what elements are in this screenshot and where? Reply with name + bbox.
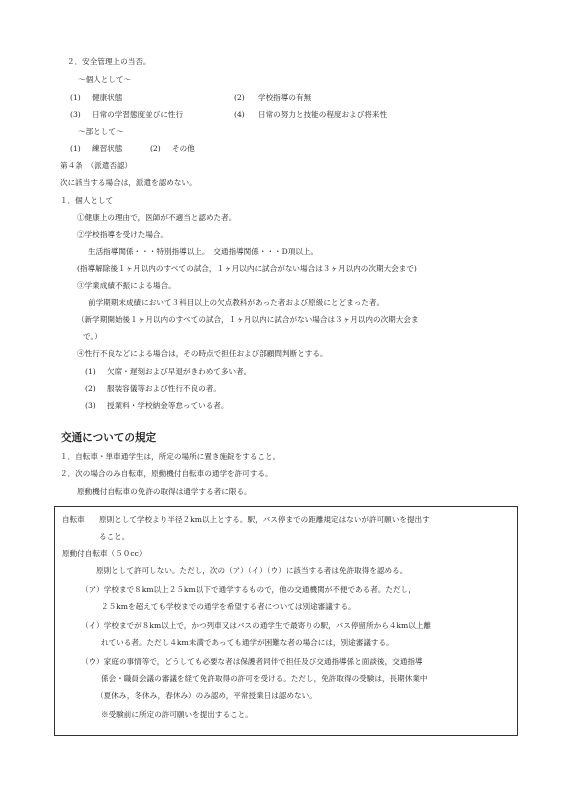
club-label: ～部として～ <box>78 127 124 136</box>
safety-item-4-num: (4) <box>234 110 245 119</box>
club-item-2-text: その他 <box>172 144 195 153</box>
moped-intro: 原則として許可しない。ただし，次の（ア）（イ）（ウ）に該当する者は免許取得を認める。 <box>96 566 408 575</box>
moped-label: 原動付自転車（５０cc） <box>62 549 147 558</box>
conduct-item-3-num: (3) <box>85 401 96 410</box>
article4-line: 生活指導関係・・・特別指導以上。 交通指導関係・・・D項以上。 <box>88 247 319 256</box>
club-item-2-num: (2) <box>150 144 161 153</box>
safety-item-3-num: (3) <box>70 110 81 119</box>
bicycle-label: 自転車 <box>62 515 85 524</box>
article4-line: で。） <box>83 332 102 341</box>
club-item-1-text: 練習状態 <box>92 144 123 153</box>
safety-item-3-text: 日常の学習態度並びに性行 <box>92 110 184 119</box>
article4-intro: 次に該当する場合は，派遣を認めない。 <box>60 178 197 187</box>
moped-condition-a: ２５kmを超えても学校までの通学を希望する者については別途審議する。 <box>101 602 356 611</box>
exam-note: ※受験前に所定の許可願いを提出すること。 <box>101 710 253 719</box>
conduct-item-3-text: 授業料・学校納金等怠っている者。 <box>107 401 229 410</box>
individual-label: ～個人として～ <box>78 75 132 84</box>
traffic-rule-1: １．自転車・単車通学生は，所定の場所に置き施錠をすること。 <box>60 452 281 461</box>
article4-line: ④性行不良などによる場合は，その時点で担任および部顧問判断とする。 <box>77 349 328 358</box>
moped-condition-u: 係会・職員会議の審議を経て免許取得の許可を受ける。ただし，免許取得の受験は，長期休業中 <box>101 674 428 683</box>
bicycle-text: 原則として学校より半径２km以上とする。駅，バス停までの距離規定はないが許可願いを提出す <box>99 515 430 524</box>
moped-condition-a: （ア）学校まで８km以上２５km以下で通学するもので，他の交通機関が不便である者。ただし， <box>81 585 416 594</box>
club-item-1-num: (1) <box>70 144 81 153</box>
traffic-heading: 交通についての規定 <box>61 432 157 444</box>
moped-condition-i: れている者。ただし４km未満であっても通学が困難な者の場合には，別途審議する。 <box>101 638 394 647</box>
conduct-item-2-text: 服装容儀等および性行不良の者。 <box>107 384 221 393</box>
safety-item-1-num: (1) <box>70 93 81 102</box>
article4-line: 前学期期末成績において３科目以上の欠点教科があった者および原級にとどまった者。 <box>88 298 385 307</box>
safety-item-1-text: 健康状態 <box>92 93 123 102</box>
conduct-item-1-text: 欠席・遅刻および早退がきわめて多い者。 <box>107 367 252 376</box>
article4-line: (指導解除後１ヶ月以内のすべての試合，１ヶ月以内に試合がない場合は３ヶ月以内の次期大会まで) <box>77 264 417 273</box>
moped-condition-u: （ウ）家庭の事情等で，どうしても必要な者は保護者同伴で担任及び交通指導係と面談後，交通指導 <box>81 657 423 666</box>
safety-item-4-text: 日常の努力と技能の程度および将来性 <box>258 110 388 119</box>
moped-condition-i: （イ）学校までが８km以上で，かつ列車又はバスの通学生で最寄りの駅，バス停留所から４km以上離 <box>81 621 431 630</box>
article4-sub1: １．個人として <box>60 196 114 205</box>
article4-line: ②学校指導を受けた場合。 <box>77 230 169 239</box>
article4-line: ①健康上の理由で，医師が不適当と認めた者。 <box>77 213 237 222</box>
traffic-rule-note: 原動機付自転車の免許の取得は通学する者に限る。 <box>77 487 252 496</box>
article4-line: （新学期開始後１ヶ月以内のすべての試合，１ヶ月以内に試合がない場合は３ヶ月以内の次期大会ま <box>77 315 419 324</box>
article4-title: 第４条 （派遣否認） <box>60 161 133 170</box>
conduct-item-2-num: (2) <box>85 384 96 393</box>
safety-item-2-text: 学校指導の有無 <box>258 93 312 102</box>
bicycle-text: ること。 <box>99 532 130 541</box>
safety-title: ２．安全管理上の当否。 <box>67 57 151 66</box>
conduct-item-1-num: (1) <box>85 367 96 376</box>
moped-condition-u: （夏休み，冬休み，春休み）のみ認め，平常授業日は認めない。 <box>96 691 317 700</box>
traffic-rule-2: ２．次の場合のみ自転車，原動機付自転車の通学を許可する。 <box>60 469 273 478</box>
safety-item-2-num: (2) <box>234 93 245 102</box>
article4-line: ③学業成績不振による場合。 <box>77 281 176 290</box>
